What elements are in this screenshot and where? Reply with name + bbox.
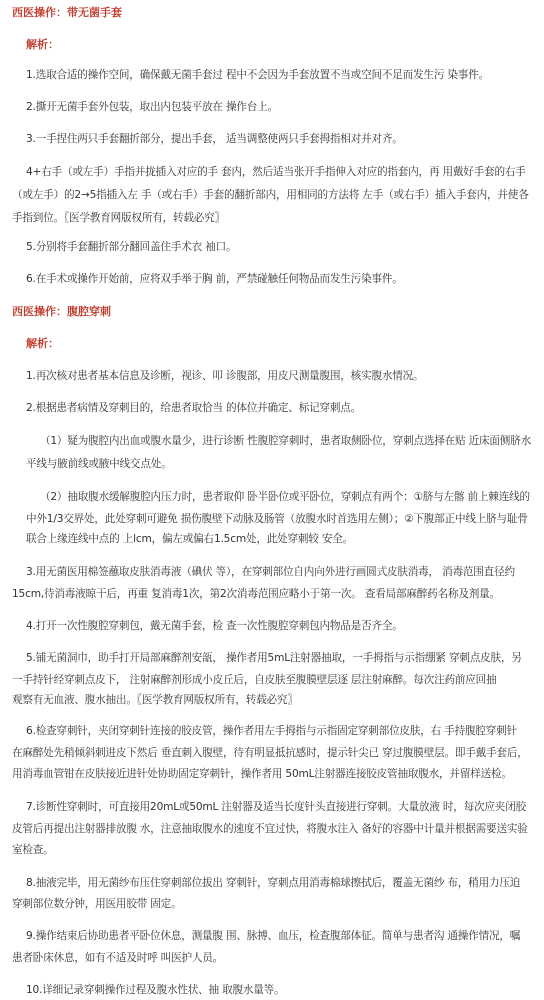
paragraph-continued: 联合上缘连线中点的 上lcm，偏左或偏右1.5cm处，此处穿刺较 安全。	[26, 533, 354, 545]
paragraph-continued: 皮管后再提出注射器排放腹 水，注意抽取腹水的速度不宜过快，将腹水注入 备好的容器中计量并根据需要送实验	[12, 823, 528, 835]
heading-prefix: 西医操作：	[12, 6, 67, 19]
paragraph-continued: 患者卧床休息，如有不适及时呼 叫医护人员。	[12, 952, 224, 964]
heading-prefix: 西医操作：	[12, 305, 67, 318]
paragraph: 6.在手术或操作开始前，应将双手举于胸 前，严禁碰触任何物品而发生污染事件。	[26, 273, 403, 285]
paragraph-continued: 观察有无血液、腹水抽出。〖医学教育网版权所有，转载必究〗	[12, 694, 298, 706]
paragraph-continued: 用消毒血管钳在皮肤接近进针处协助固定穿刺针，操作者用 50mL注射器连接胶皮管抽取腹水，并留样送检。	[12, 768, 512, 780]
paragraph-continued: 手指到位。〖医学教育网版权所有，转载必究〗	[12, 212, 225, 224]
paragraph: 1.选取合适的操作空间，确保戴无菌手套过 程中不会因为手套放置不当或空间不足而发生污 染事件。	[26, 69, 489, 81]
paragraph: 5.分别将手套翻折部分翻回盖住手术衣 袖口。	[26, 241, 237, 253]
paragraph: （2）抽取腹水缓解腹腔内压力时，患者取仰 卧半卧位或平卧位，穿刺点有两个：①脐与左髂 前上棘连线的	[40, 491, 530, 503]
paragraph-continued: 一手持针经穿刺点皮下， 注射麻醉剂形成小皮丘后，自皮肤至腹膜壁层逐 层注射麻醉。每次注药前应回抽	[12, 674, 497, 686]
paragraph: 9.操作结束后协助患者平卧位休息，测量腹 围、脉搏、血压，检查腹部体征。简单与患者沟 通操作情况，嘱	[26, 930, 521, 942]
paragraph-continued: 室检查。	[12, 844, 54, 856]
paragraph: 7.诊断性穿刺时，可直接用20mL或50mL 注射器及适当长度针头直接进行穿刺。大量放液 时，每次应夹闭胶	[26, 801, 526, 813]
analysis-label: 解析：	[26, 337, 59, 350]
paragraph: 2.根据患者病情及穿刺目的，给患者取恰当 的体位并确定、标记穿刺点。	[26, 402, 362, 414]
paragraph-continued: 15cm,待消毒液晾干后，再重 复消毒1次，第2次消毒范围应略小于第一次。 查看局部麻醉药名称及剂量。	[12, 588, 500, 600]
analysis-label: 解析：	[26, 38, 59, 51]
paragraph: 5.铺无菌洞巾，助手打开局部麻醉剂安瓿， 操作者用5mL注射器抽取，一手拇指与示指绷紧 穿刺点皮肤，另	[26, 652, 522, 664]
paragraph: 3.一手捏住两只手套翻折部分，提出手套， 适当调整使两只手套拇指相对并对齐。	[26, 133, 403, 145]
paragraph: （1）疑为腹腔内出血或腹水量少，进行诊断 性腹腔穿刺时，患者取侧卧位，穿刺点选择在贴 近床面侧脐水	[40, 435, 531, 447]
paragraph: 2.撕开无菌手套外包装，取出内包装平放在 操作台上。	[26, 101, 278, 113]
paragraph-continued: 中外1/3交界处，此处穿刺可避免 损伤腹壁下动脉及肠管（放腹水时首选用左侧）；②下腹部正中线上脐与耻骨	[26, 513, 528, 525]
paragraph: 10.详细记录穿刺操作过程及腹水性状、抽 取腹水量等。	[26, 984, 285, 996]
section-heading	[12, 305, 111, 319]
paragraph-continued: （或左手）的2→5指插入左 手（或右手）手套的翻折部内，用相同的方法将 左手（或右手）插入手套内，并使各	[12, 189, 529, 201]
heading-title: 带无菌手套	[67, 6, 122, 19]
heading-title: 腹腔穿刺	[67, 305, 111, 318]
paragraph: 8.抽液完毕，用无菌纱布压住穿刺部位拔出 穿刺针，穿刺点用消毒棉球擦拭后，覆盖无菌纱 布，稍用力压迫	[26, 877, 521, 889]
paragraph: 4.打开一次性腹腔穿刺包，戴无菌手套，检 查一次性腹腔穿刺包内物品是否齐全。	[26, 620, 403, 632]
paragraph-continued: 穿刺部位数分钟，用医用胶带 固定。	[12, 898, 182, 910]
paragraph-continued: 平线与腋前线或腋中线交点处。	[26, 458, 172, 470]
paragraph: 3.用无菌医用棉签蘸取皮肤消毒液（碘伏 等），在穿刺部位自内向外进行画圆式皮肤消毒， 消毒范围直径约	[26, 566, 515, 578]
paragraph: 1.再次核对患者基本信息及诊断，视诊、叩 诊腹部，用皮尺测量腹围，核实腹水情况。	[26, 370, 424, 382]
paragraph: 6.检查穿刺针，夹闭穿刺针连接的胶皮管，操作者用左手拇指与示指固定穿刺部位皮肤，右 手持腹腔穿刺针	[26, 725, 517, 737]
paragraph-continued: 在麻醉处先稍倾斜刺进皮下然后 垂直刺入腹壁，待有明显抵抗感时，提示针尖已 穿过腹膜壁层。即手戴手套后，	[12, 747, 528, 759]
section-heading	[12, 6, 122, 20]
paragraph: 4+右手（或左手）手指并拢插入对应的手 套内，然后适当张开手指伸入对应的指套内，再 用戴好手套的右手	[26, 166, 526, 178]
